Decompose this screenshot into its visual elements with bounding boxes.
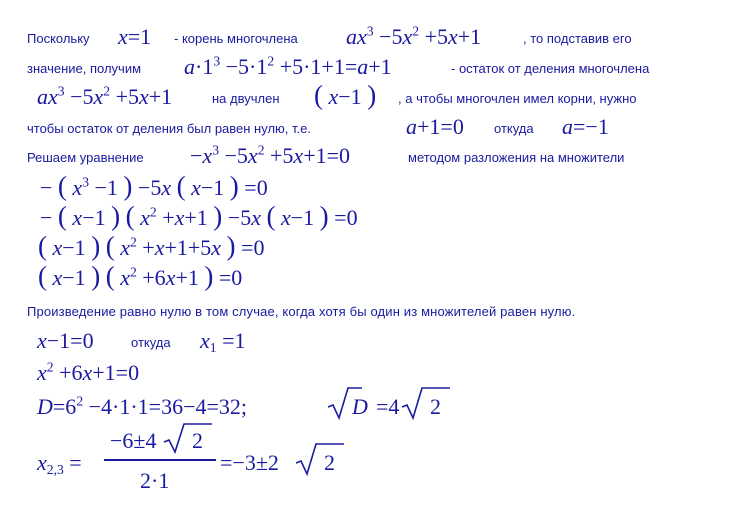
math-x-equals-1: x=1	[118, 24, 152, 49]
text-product-zero: Произведение равно нулю в том случае, когда хотя бы один из множителей равен нулю.	[27, 304, 576, 319]
math-a-equals-minus-1: a=−1	[562, 114, 609, 139]
equation-step-4: ( x−1 ) ( $x^2 +6x+1$ ) =0	[38, 261, 243, 291]
math-equals-4: =4	[376, 394, 400, 419]
math-discriminant: $D=6^2 -4\cdot 1\cdot 1=36-4=32$;	[37, 393, 248, 419]
text-remainder-zero: чтобы остаток от деления был равен нулю, т.е.	[27, 121, 311, 136]
math-x1-equals-1: $x_1 =1$	[200, 328, 246, 356]
text-whence-2: откуда	[131, 335, 171, 350]
math-two-under-root: 2	[430, 394, 441, 419]
text-solving-equation: Решаем уравнение	[27, 150, 144, 165]
math-numerator: −6±4	[110, 428, 157, 453]
math-cubic-equation: $-x^3 -5x^2 +5x+1=0$	[190, 142, 351, 168]
text-whence: откуда	[494, 121, 534, 136]
equation-step-3: ( x−1 ) ( $x^2 +x+1+5x$ ) =0	[38, 231, 265, 261]
math-denominator: 2·1	[140, 468, 170, 493]
math-x23-label: $x_{2,3}$ =	[37, 450, 82, 478]
text-value-getting: значение, получим	[27, 61, 142, 76]
text-factoring-method: методом разложения на множители	[408, 150, 625, 165]
equation-step-1: − ( $x^3 -1$ ) −5x ( x−1 ) =0	[40, 171, 268, 201]
text-substituting: , то подставив его	[523, 31, 632, 46]
math-x-minus-1-zero: x−1=0	[37, 328, 94, 353]
equation-step-2: − ( x−1 ) ( $x^2 +x+1$ ) −5x ( x−1 ) =0	[40, 201, 358, 231]
math-result: =−3±2	[220, 450, 279, 475]
math-numerator-root: 2	[192, 428, 203, 453]
text-root-of-polynomial: - корень многочлена	[174, 31, 298, 46]
fraction-bar	[104, 459, 216, 461]
numerator-sqrt-radical-icon	[162, 421, 212, 455]
result-sqrt-radical-icon	[294, 441, 344, 477]
text-for-roots: , а чтобы многочлен имел корни, нужно	[398, 91, 637, 106]
sqrt-2-radical-icon	[400, 385, 450, 421]
math-remainder-expression: $a\cdot 1^3 -5\cdot 1^2 +5\cdot 1+1=a+1$	[184, 53, 392, 79]
text-by-binomial: на двучлен	[212, 91, 280, 106]
math-polynomial: $ax^3 -5x^2 +5x+1$	[346, 23, 482, 49]
math-polynomial-2: $ax^3 -5x^2 +5x+1$	[37, 83, 173, 109]
math-sqrt-d: D	[352, 394, 368, 419]
text-poskolku: Поскольку	[27, 31, 90, 46]
math-quadratic: $x^2 +6x+1=0$	[37, 359, 140, 385]
math-a-plus-1: a+1=0	[406, 114, 464, 139]
math-result-root: 2	[324, 450, 335, 475]
math-binomial: ( x−1 )	[314, 80, 377, 110]
text-remainder-of-division: - остаток от деления многочлена	[451, 61, 650, 76]
